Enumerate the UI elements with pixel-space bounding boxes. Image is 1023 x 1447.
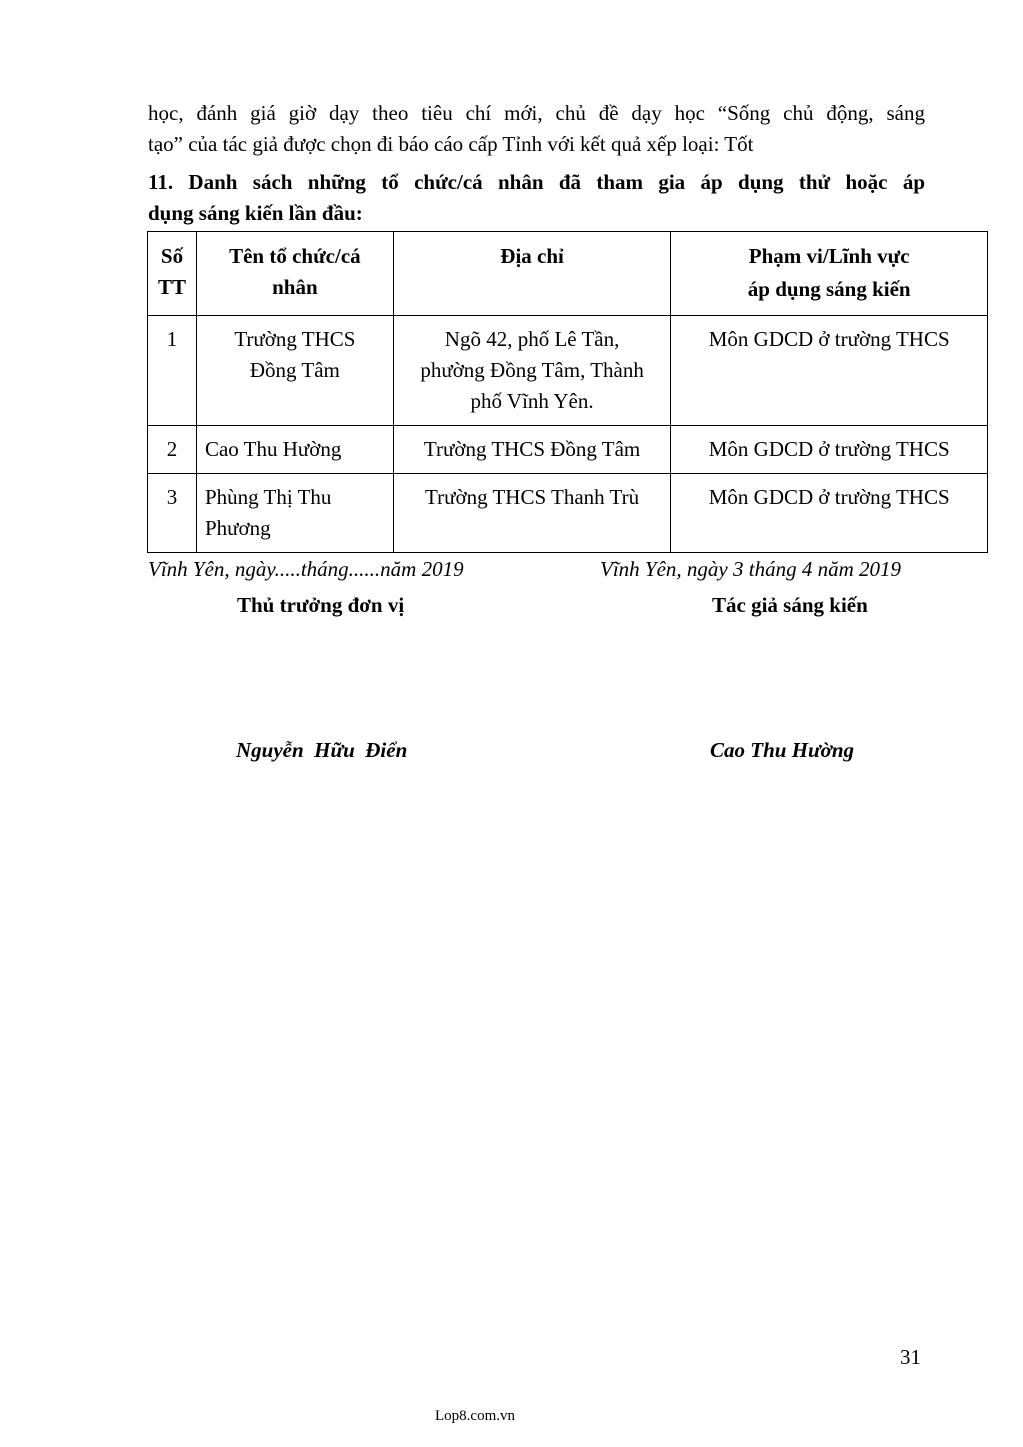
header-scope: [671, 232, 988, 316]
cell-scope: Môn GDCD ở trường THCS: [671, 426, 988, 474]
cell-stt: 1: [148, 316, 197, 426]
cell-name-line-1: Phùng Thị Thu: [204, 485, 332, 509]
cell-name: Cao Thu Hường: [196, 426, 393, 474]
section-number: 11: [148, 170, 168, 194]
intro-line-2: tạo” của tác giả được chọn đi báo cáo cấp Tỉnh với kết quả xếp loại: Tốt: [148, 132, 754, 156]
header-name-line-1: Tên tổ chức/cá: [229, 244, 361, 268]
header-stt-line-1: Số: [160, 244, 184, 268]
section-title-line-1: . Danh sách những tổ chức/cá nhân đã tham gia áp dụng thử hoặc áp: [167, 170, 925, 194]
header-stt-line-2: TT: [157, 275, 186, 299]
cell-name: [196, 474, 393, 553]
cell-name-line-2: Phương: [204, 516, 271, 540]
footer-site-link[interactable]: Lop8.com.vn: [435, 1408, 515, 1424]
cell-address: Trường THCS Đồng Tâm: [393, 426, 671, 474]
page-number: 31: [900, 1345, 921, 1369]
cell-address-line-1: Ngõ 42, phố Lê Tần,: [444, 327, 620, 351]
table-row: [148, 474, 988, 553]
header-name-line-2: nhân: [272, 275, 318, 299]
cell-address: Trường THCS Thanh Trù: [393, 474, 671, 553]
left-signature-date: Vĩnh Yên, ngày.....tháng......năm 2019: [148, 557, 464, 581]
cell-scope: Môn GDCD ở trường THCS: [671, 474, 988, 553]
header-address: [393, 232, 671, 316]
cell-stt: 2: [148, 426, 197, 474]
header-address-label: Địa chỉ: [500, 244, 564, 268]
participants-table: [147, 231, 988, 553]
cell-address-line-2: phường Đồng Tâm, Thành: [420, 358, 644, 382]
right-signature-date: Vĩnh Yên, ngày 3 tháng 4 năm 2019: [600, 557, 901, 581]
cell-name-line-2: Đồng Tâm: [249, 358, 340, 382]
right-signature-name: Cao Thu Hường: [710, 738, 855, 762]
header-scope-line-1: Phạm vi/Lĩnh vực: [748, 244, 910, 268]
right-signature-role: Tác giả sáng kiến: [712, 593, 868, 617]
left-signature-role: Thủ trưởng đơn vị: [237, 593, 405, 617]
table-row: [148, 426, 988, 474]
section-heading: [148, 167, 925, 229]
cell-name-line-1: Trường THCS: [234, 327, 356, 351]
intro-paragraph: [148, 98, 925, 160]
left-signature-name: Nguyễn Hữu Điển: [236, 738, 408, 762]
intro-line-1: học, đánh giá giờ dạy theo tiêu chí mới, chủ đề dạy học “Sống chủ động, sáng: [148, 101, 925, 125]
header-stt: [148, 232, 197, 316]
table-row: [148, 316, 988, 426]
cell-stt: 3: [148, 474, 197, 553]
cell-scope: Môn GDCD ở trường THCS: [671, 316, 988, 426]
cell-address: [393, 316, 671, 426]
cell-name: [196, 316, 393, 426]
table-header-row: [148, 232, 988, 316]
section-title-line-2: dụng sáng kiến lần đầu:: [148, 201, 363, 225]
header-scope-line-2: áp dụng sáng kiến: [747, 277, 911, 301]
header-name: [196, 232, 393, 316]
cell-address-line-3: phố Vĩnh Yên.: [470, 389, 594, 413]
